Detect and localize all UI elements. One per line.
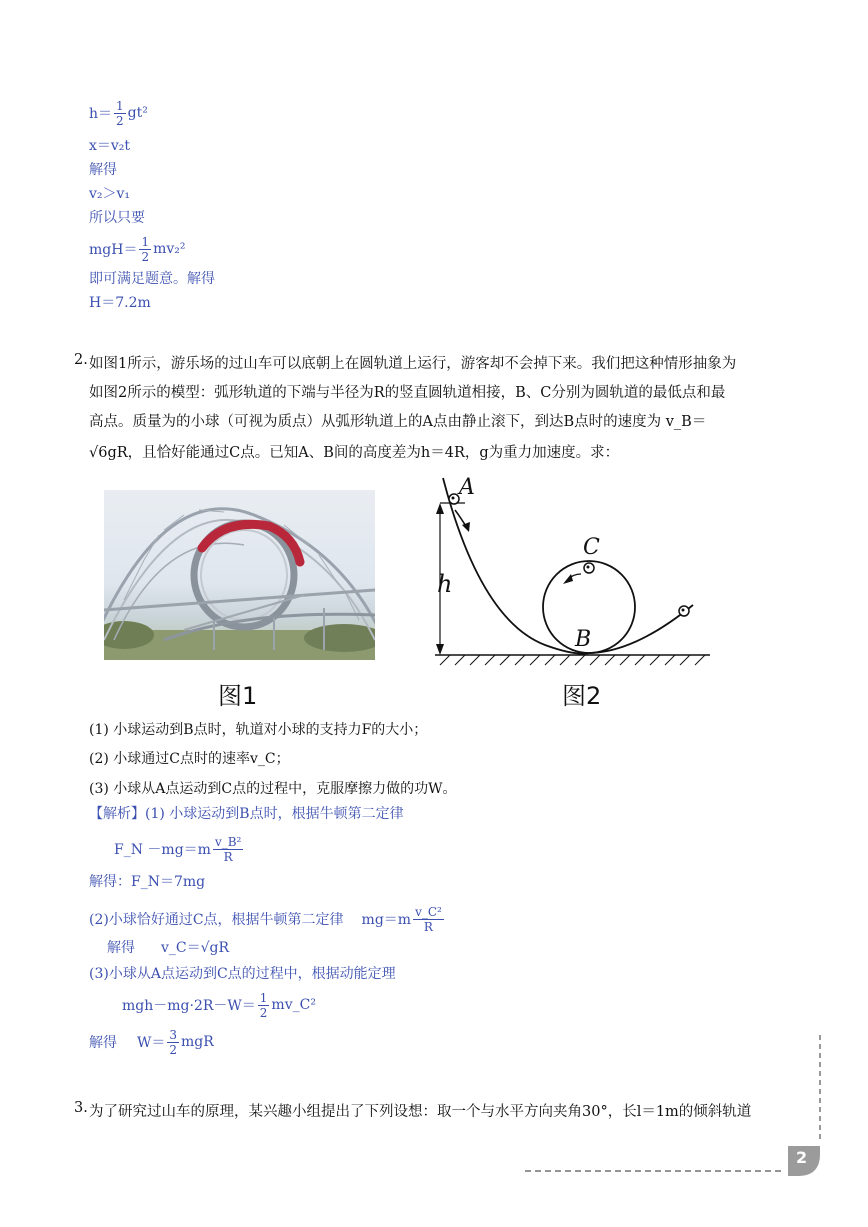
q2-line-4: √6gR，且恰好能通过C点。已知A、B间的高度差为h＝4R，g为重力加速度。求： — [89, 445, 620, 461]
eq-h-frac — [114, 100, 126, 127]
analysis-jiede-3: 解得 — [89, 1035, 117, 1051]
suoyi: 所以只要 — [89, 210, 145, 226]
q2-sub-2: (2) 小球通过C点时的速率v_C； — [89, 751, 290, 767]
frac-num: 1 — [259, 990, 268, 1005]
page-number: 2 — [796, 1148, 808, 1167]
result: H＝7.2m — [89, 295, 151, 311]
q3-number: 3. — [74, 1100, 88, 1116]
q2-line-2: 如图2所示的模型：弧形轨道的下端与半径为R的竖直圆轨道相接，B、C分别为圆轨道的最低点和最 — [89, 385, 726, 401]
analysis-eq2-frac — [413, 906, 444, 933]
track-diagram — [425, 470, 725, 670]
label-a: A — [459, 475, 475, 500]
analysis-p3: (3)小球从A点运动到C点的过程中，根据动能定理 — [89, 966, 396, 982]
analysis-eq4-lhs: W＝ — [137, 1035, 166, 1051]
frac-num: v_C² — [415, 904, 442, 919]
height-arrow-down — [436, 644, 444, 655]
analysis-eq1-frac — [213, 836, 243, 863]
eq-h-lhs: h＝ — [89, 106, 113, 122]
q2-sub-3: (3) 小球从A点运动到C点的过程中，克服摩擦力做的功W。 — [89, 781, 457, 797]
q3-line-1: 为了研究过山车的原理，某兴趣小组提出了下列设想：取一个与水平方向夹角30°，长l＝1m的倾斜轨道 — [89, 1104, 752, 1120]
eq-mgh — [89, 232, 186, 266]
fig2-label: 图2 — [562, 682, 602, 710]
q2-sub-1: (1) 小球运动到B点时，轨道对小球的支持力F的大小； — [89, 722, 428, 738]
height-arrow-up — [436, 503, 444, 514]
frac-den: R — [423, 919, 433, 934]
analysis-jiede-2-label: 解得 — [107, 940, 135, 956]
q2-line-1: 如图1所示，游乐场的过山车可以底朝上在圆轨道上运行，游客却不会掉下来。我们把这种情形抽象为 — [89, 356, 737, 372]
conclude: 即可满足题意。解得 — [89, 271, 215, 287]
frac-den: 2 — [141, 249, 150, 264]
frac-den: R — [223, 849, 233, 864]
eq-mgh-rhs: mv₂² — [153, 241, 186, 257]
analysis-eq3-frac — [258, 992, 270, 1019]
analysis-p1 — [89, 805, 404, 823]
frac-num: 3 — [169, 1027, 178, 1042]
eq-h-rhs: gt² — [127, 105, 148, 121]
q2-number: 2. — [74, 352, 88, 368]
q2-line-3: 高点。质量为的小球（可视为质点）从弧形轨道上的A点由静止滚下，到达B点时的速度为 v_B＝ — [89, 414, 707, 430]
eq-h — [89, 96, 148, 130]
ineq: v₂＞v₁ — [89, 186, 131, 202]
analysis-eq4 — [89, 1024, 214, 1060]
frac-num: 1 — [141, 234, 150, 249]
fig1-label: 图1 — [218, 682, 258, 710]
frac-num: v_B² — [214, 834, 242, 849]
analysis-eq3-lhs: mgh－mg·2R－W＝ — [122, 998, 256, 1014]
frac-den: 2 — [259, 1005, 268, 1020]
label-h: h — [437, 570, 453, 598]
roller-coaster-photo — [104, 490, 375, 660]
analysis-eq1 — [114, 830, 245, 868]
ground-hatch — [440, 655, 705, 665]
analysis-eq2-result: v_C＝√gR — [161, 940, 230, 956]
frac-den: 2 — [169, 1042, 178, 1057]
analysis-eq4-frac — [167, 1029, 179, 1056]
jiede-1: 解得 — [89, 162, 117, 178]
analysis-eq4-rhs: mgR — [181, 1034, 214, 1050]
page-corner-decoration — [520, 1030, 830, 1180]
frac-num: 1 — [116, 98, 124, 113]
analysis-jiede-2 — [107, 939, 229, 957]
analysis-eq3-rhs: mv_C² — [271, 997, 316, 1013]
analysis-eq2-lhs: mg＝m — [361, 912, 412, 928]
analysis-tag: 【解析】 — [89, 806, 145, 822]
eq-mgh-lhs: mgH＝ — [89, 242, 138, 258]
exit-track — [590, 605, 693, 653]
analysis-p2-text: (2)小球恰好通过C点，根据牛顿第二定律 — [89, 912, 344, 928]
eq-x: x＝v₂t — [89, 138, 131, 154]
analysis-p1-text: (1) 小球运动到B点时，根据牛顿第二定律 — [145, 806, 404, 822]
eq-mgh-frac — [139, 236, 151, 263]
analysis-eq3 — [122, 987, 316, 1023]
analysis-p2 — [89, 900, 446, 938]
analysis-eq1-lhs: F_N －mg＝m — [114, 842, 211, 858]
frac-den: 2 — [116, 113, 124, 128]
label-b: B — [575, 627, 592, 652]
label-c: C — [583, 535, 600, 560]
roller-coaster-illustration — [104, 490, 375, 660]
analysis-jiede-1: 解得：F_N＝7mg — [89, 874, 206, 890]
